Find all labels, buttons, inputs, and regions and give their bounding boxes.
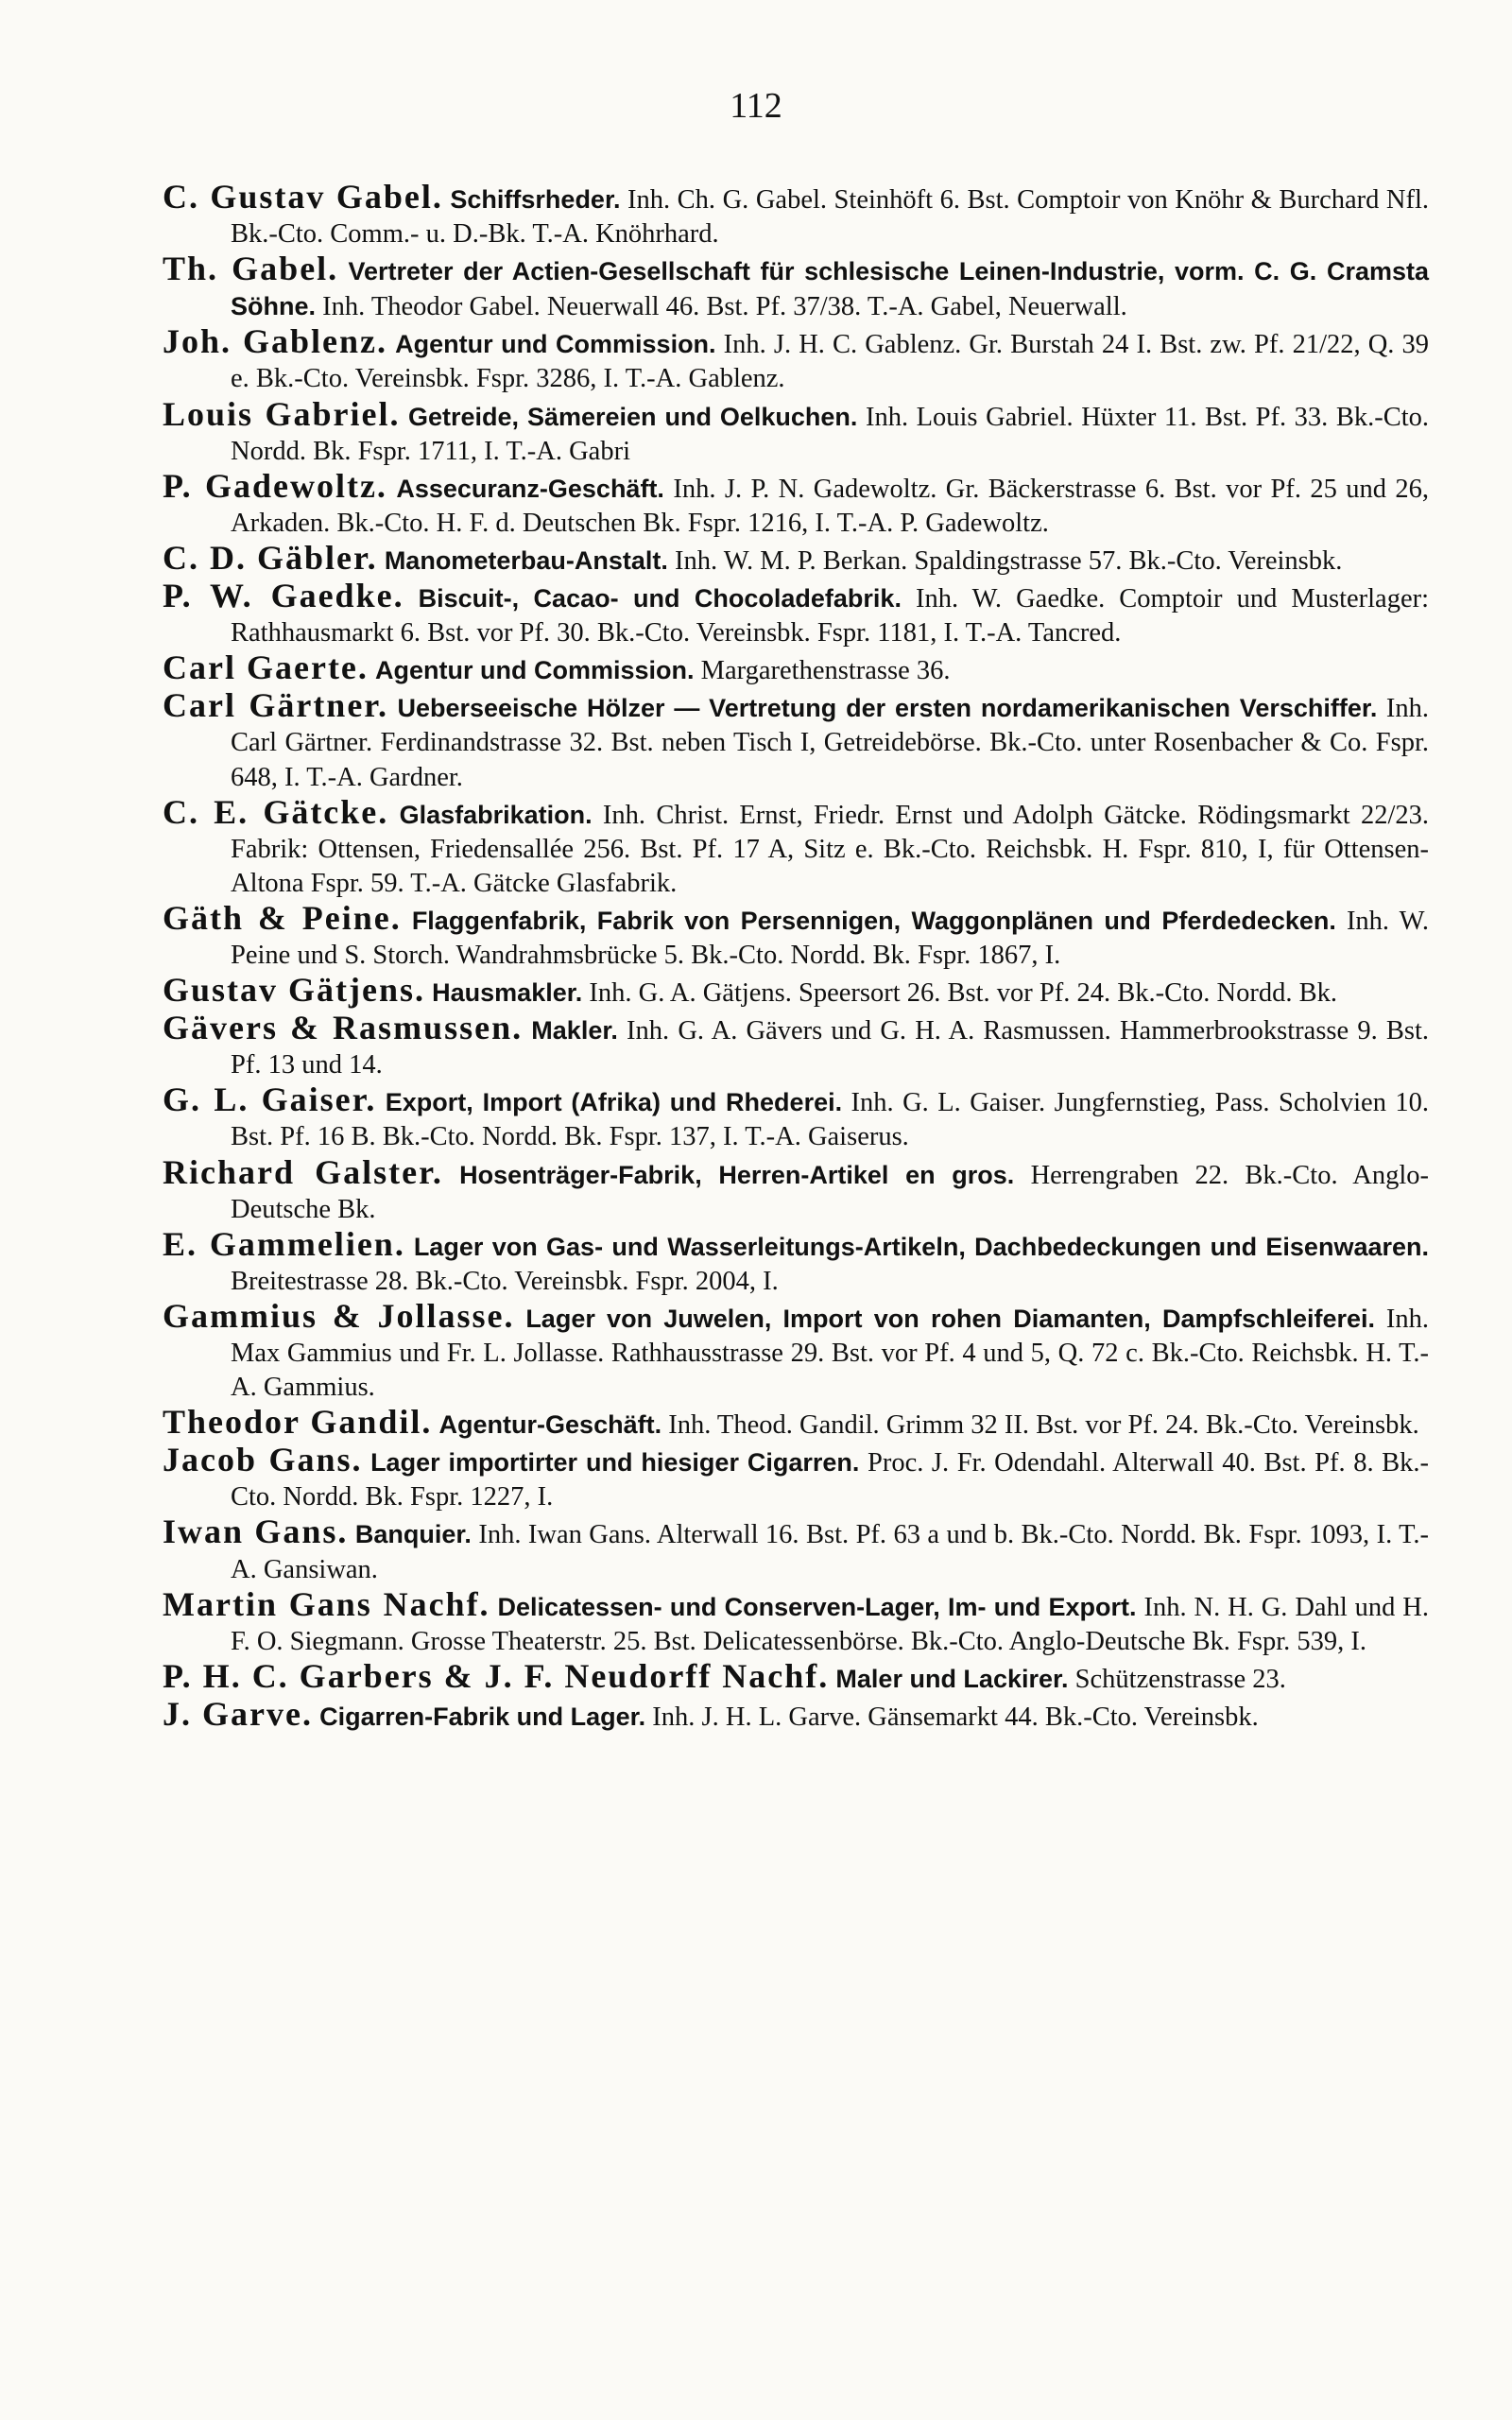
- business-type: Getreide, Sämereien und Oelkuchen.: [408, 402, 858, 431]
- entry-details: Breitestrasse 28. Bk.-Cto. Vereinsbk. Fspr. 2004, I.: [231, 1266, 779, 1296]
- firm-name: Iwan Gans.: [163, 1512, 349, 1551]
- entry-details: Inh. Christ. Ernst, Friedr. Ernst und Adolph Gätcke. Rödingsmarkt 22/23. Fabrik: Ottensen, Friedensallée 256. Bst. Pf. 17 A, Sitz e. Bk.-Cto. Reichsbk. H. Fspr. 810, I, für Ottensen-Altona Fspr. 59. T.-A. Gätcke Glasfabrik.: [231, 800, 1430, 898]
- directory-entry: [163, 650, 1429, 688]
- business-type: Makler.: [531, 1016, 618, 1046]
- directory-entry: [163, 1011, 1429, 1082]
- firm-name: C. Gustav Gabel.: [163, 178, 443, 216]
- business-type: Lager von Gas- und Wasserleitungs-Artikeln, Dachbedeckungen und Eisenwaaren.: [413, 1232, 1429, 1261]
- firm-name: Carl Gaerte.: [163, 648, 369, 687]
- entry-details: Inh. Max Gammius und Fr. L. Jollasse. Rathhausstrasse 29. Bst. vor Pf. 4 und 5, Q. 72 c. Bk.-Cto. Reichsbk. H. T.-A. Gammius.: [231, 1304, 1430, 1403]
- business-type: Hausmakler.: [432, 978, 583, 1008]
- entry-details: Inh. J. H. C. Gablenz. Gr. Burstah 24 I. Bst. zw. Pf. 21/22, Q. 39 e. Bk.-Cto. Vereinsbk. Fspr. 3286, I. T.-A. Gablenz.: [231, 330, 1430, 394]
- business-type: Ueberseeische Hölzer — Vertretung der ersten nordamerikanischen Verschiffer.: [397, 694, 1378, 723]
- directory-entry: [163, 1405, 1429, 1443]
- entry-details: Inh. G. L. Gaiser. Jungfernstieg, Pass. Scholvien 10. Bst. Pf. 16 B. Bk.-Cto. Nordd. Bk. Fspr. 137, I. T.-A. Gaiserus.: [231, 1088, 1430, 1152]
- firm-name: E. Gammelien.: [163, 1224, 405, 1263]
- page-number: 112: [730, 86, 782, 126]
- firm-name: Theodor Gandil.: [163, 1403, 433, 1442]
- entry-list: [163, 180, 1429, 1735]
- business-type: Schiffsrheder.: [450, 185, 621, 214]
- firm-name: Gammius & Jollasse.: [163, 1296, 515, 1335]
- business-type: Lager von Juwelen, Import von rohen Diamanten, Dampfschleiferei.: [525, 1304, 1376, 1333]
- firm-name: Louis Gabriel.: [163, 394, 401, 433]
- business-type: Flaggenfabrik, Fabrik von Persennigen, Waggonplänen und Pferdedecken.: [411, 906, 1336, 935]
- business-type: Delicatessen- und Conserven-Lager, Im- und Export.: [497, 1592, 1137, 1621]
- business-type: Hosenträger-Fabrik, Herren-Artikel en gros.: [459, 1160, 1015, 1189]
- business-type: Biscuit-, Cacao- und Chocoladefabrik.: [418, 584, 902, 614]
- business-type: Agentur-Geschäft.: [438, 1410, 662, 1440]
- directory-entry: [163, 466, 1430, 541]
- directory-entry: [163, 1296, 1430, 1405]
- directory-entry: [163, 251, 1429, 324]
- business-type: Lager importirter und hiesiger Cigarren.: [370, 1448, 860, 1478]
- directory-entry: [163, 579, 1429, 650]
- firm-name: Martin Gans Nachf.: [163, 1584, 490, 1623]
- entry-details: Inh. W. Gaedke. Comptoir und Musterlager: Rathhausmarkt 6. Bst. vor Pf. 30. Bk.-Cto. Vereinsbk. Fspr. 1181, I. T.-A. Tancred.: [231, 584, 1430, 648]
- firm-name: P. W. Gaedke.: [163, 577, 404, 615]
- firm-name: Gävers & Rasmussen.: [163, 1009, 524, 1047]
- entry-details: Inh. Carl Gärtner. Ferdinandstrasse 32. Bst. neben Tisch I, Getreidebörse. Bk.-Cto. unter Rosenbacher & Co. Fspr. 648, I. T.-A. Gardner.: [231, 694, 1429, 792]
- business-type: Manometerbau-Anstalt.: [384, 545, 668, 575]
- entry-details: Inh. Ch. G. Gabel. Steinhöft 6. Bst. Comptoir von Knöhr & Burchard Nfl. Bk.-Cto. Comm.- u. D.-Bk. T.-A. Knöhrhard.: [231, 185, 1430, 250]
- directory-entry: [163, 180, 1429, 251]
- entry-details: Inh. Theodor Gabel. Neuerwall 46. Bst. Pf. 37/38. T.-A. Gabel, Neuerwall.: [322, 292, 1127, 322]
- entry-details: Herrengraben 22. Bk.-Cto. Anglo-Deutsche Bk.: [231, 1160, 1430, 1224]
- directory-entry: [163, 1584, 1430, 1659]
- entry-details: Inh. N. H. G. Dahl und H. F. O. Siegmann. Grosse Theaterstr. 25. Bst. Delicatessenbörse. Bk.-Cto. Anglo-Deutsche Bk. Fspr. 539, I.: [231, 1592, 1430, 1656]
- entry-details: Margarethenstrasse 36.: [700, 656, 951, 686]
- directory-entry: [163, 1443, 1429, 1514]
- directory-entry: [163, 1152, 1430, 1227]
- entry-details: Inh. G. A. Gätjens. Speersort 26. Bst. vor Pf. 24. Bk.-Cto. Nordd. Bk.: [589, 978, 1338, 1009]
- firm-name: P. H. C. Garbers & J. F. Neudorff Nachf.: [163, 1656, 830, 1695]
- entry-details: Inh. Louis Gabriel. Hüxter 11. Bst. Pf. 33. Bk.-Cto. Nordd. Bk. Fspr. 1711, I. T.-A. Gabri: [231, 402, 1430, 466]
- entry-details: Proc. J. Fr. Odendahl. Alterwall 40. Bst. Pf. 8. Bk.-Cto. Nordd. Bk. Fspr. 1227, I.: [231, 1448, 1430, 1512]
- directory-entry: [163, 1082, 1429, 1154]
- business-type: Export, Import (Afrika) und Rhederei.: [385, 1088, 843, 1117]
- firm-name: C. E. Gätcke.: [163, 792, 389, 831]
- firm-name: Jacob Gans.: [163, 1441, 363, 1479]
- firm-name: Richard Galster.: [163, 1152, 443, 1191]
- firm-name: P. Gadewoltz.: [163, 466, 387, 505]
- directory-entry: [163, 538, 1429, 579]
- business-type: Assecuranz-Geschäft.: [396, 474, 664, 503]
- directory-entry: [163, 792, 1430, 901]
- directory-entry: [163, 1656, 1429, 1697]
- business-type: Maler und Lackirer.: [835, 1664, 1069, 1693]
- entry-details: Inh. G. A. Gävers und G. H. A. Rasmussen. Hammerbrookstrasse 9. Bst. Pf. 13 und 14.: [231, 1016, 1430, 1080]
- business-type: Agentur und Commission.: [395, 330, 716, 359]
- directory-entry: [163, 688, 1429, 794]
- entry-details: Inh. W. Peine und S. Storch. Wandrahmsbrücke 5. Bk.-Cto. Nordd. Bk. Fspr. 1867, I.: [231, 906, 1429, 970]
- business-type: Glasfabrikation.: [399, 800, 593, 829]
- directory-entry: [163, 973, 1429, 1011]
- firm-name: Gustav Gätjens.: [163, 971, 426, 1010]
- directory-entry: [163, 1224, 1429, 1299]
- entry-details: Inh. Theod. Gandil. Grimm 32 II. Bst. vor Pf. 24. Bk.-Cto. Vereinsbk.: [668, 1410, 1419, 1441]
- entry-details: Schützenstrasse 23.: [1074, 1664, 1286, 1694]
- firm-name: Gäth & Peine.: [163, 898, 402, 937]
- entry-details: Inh. Iwan Gans. Alterwall 16. Bst. Pf. 63 a und b. Bk.-Cto. Nordd. Bk. Fspr. 1093, I. T.-A. Gansiwan.: [231, 1520, 1430, 1584]
- entry-details: Inh. J. P. N. Gadewoltz. Gr. Bäckerstrasse 6. Bst. vor Pf. 25 und 26, Arkaden. Bk.-Cto. H. F. d. Deutschen Bk. Fspr. 1216, I. T.-A. P. Gadewoltz.: [231, 474, 1430, 538]
- firm-name: Carl Gärtner.: [163, 686, 388, 725]
- directory-entry: [163, 394, 1430, 469]
- directory-entry: [163, 324, 1429, 396]
- directory-entry: [163, 1694, 1429, 1735]
- directory-entry: [163, 898, 1429, 973]
- firm-name: J. Garve.: [163, 1694, 313, 1733]
- entry-details: Inh. J. H. L. Garve. Gänsemarkt 44. Bk.-Cto. Vereinsbk.: [652, 1702, 1259, 1732]
- business-type: Agentur und Commission.: [375, 656, 695, 685]
- firm-name: Th. Gabel.: [163, 250, 339, 288]
- firm-name: Joh. Gablenz.: [163, 322, 387, 361]
- firm-name: G. L. Gaiser.: [163, 1080, 377, 1119]
- business-type: Cigarren-Fabrik und Lager.: [319, 1702, 646, 1731]
- business-type: Vertreter der Actien-Gesellschaft für schlesische Leinen-Industrie, vorm. C. G. Cramsta Söhne.: [231, 257, 1429, 321]
- entry-details: Inh. W. M. P. Berkan. Spaldingstrasse 57. Bk.-Cto. Vereinsbk.: [674, 545, 1343, 576]
- firm-name: C. D. Gäbler.: [163, 538, 378, 577]
- directory-entry: [163, 1514, 1429, 1586]
- business-type: Banquier.: [354, 1520, 472, 1549]
